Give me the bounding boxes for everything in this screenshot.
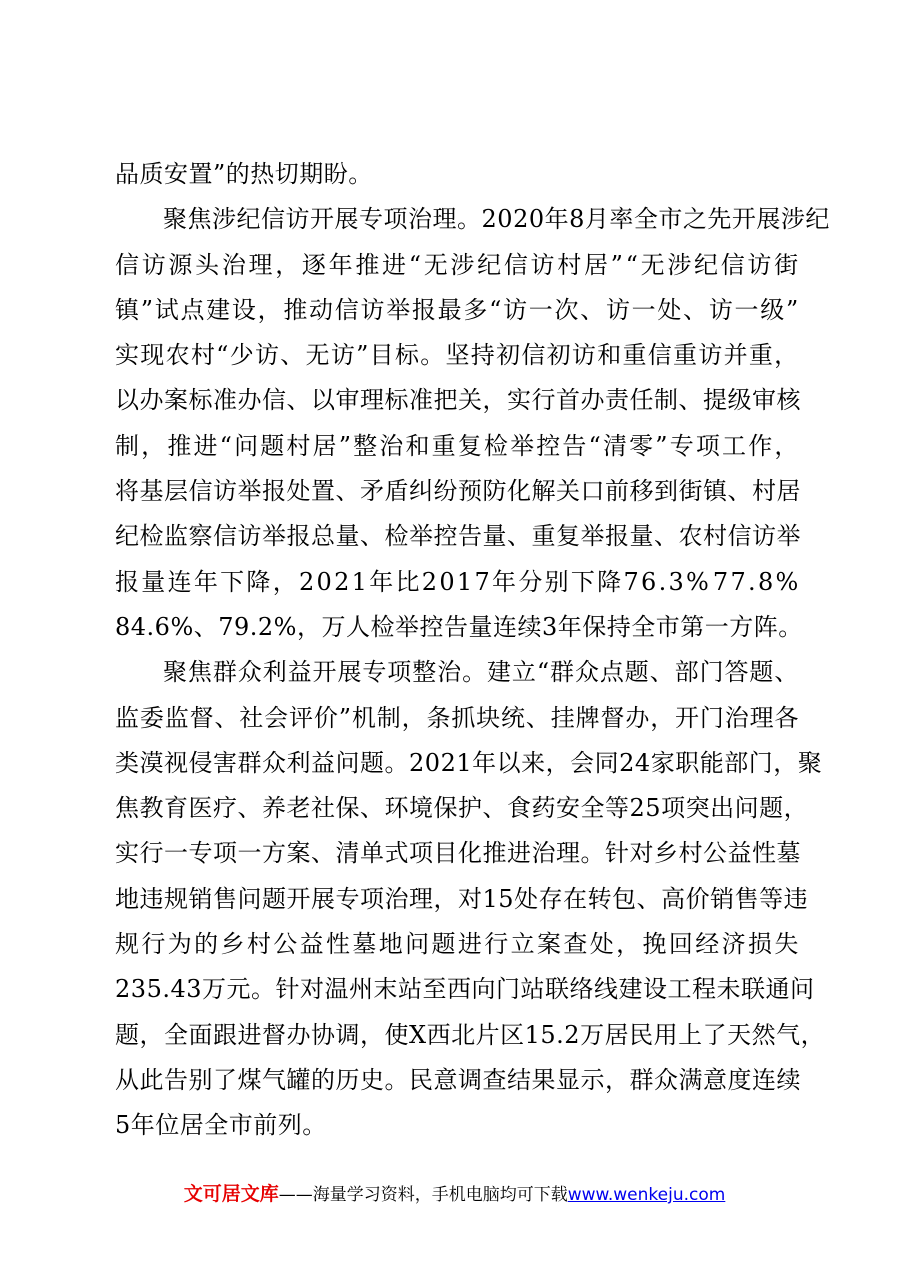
- document-body: [115, 152, 830, 1149]
- text-line: 84.6%、79.2%，万人检举控告量连续3年保持全市第一方阵。: [115, 612, 803, 641]
- text-line: 品质安置”的热切期盼。: [115, 160, 373, 188]
- text-line: 从 此 告 别 了 煤 气 罐 的 历 史 。 民 意 调 查 结 果 显 示 ， 群 众 满 意 度 连 续: [115, 1065, 801, 1094]
- text-line: 聚 焦 涉 纪 信 访 开 展 专 项 治 理 。 2 0 2 0 年 8 月 率 全 市 之 先 开 展 涉 纪: [163, 205, 830, 234]
- text-line: 报 量 连 年 下 降 ， 2 0 2 1 年 比 2 0 1 7 年 分 别 下 降 7 6 . 3 % 7 7 . 8 %: [115, 567, 799, 596]
- footer-brand: 文可居文库: [183, 1183, 279, 1205]
- footer-banner: [0, 1181, 909, 1208]
- text-line: 规 行 为 的 乡 村 公 益 性 墓 地 问 题 进 行 立 案 查 处 ， 挽 回 经 济 损 失: [115, 930, 799, 959]
- text-line: 制 ， 推 进 “ 问 题 村 居 ” 整 治 和 重 复 检 举 控 告 “ 清 零 ” 专 项 工 作 ，: [115, 431, 799, 460]
- text-line: 实 行 一 专 项 一 方 案 、 清 单 式 项 目 化 推 进 治 理 。 针 对 乡 村 公 益 性 墓: [115, 839, 801, 868]
- footer-tagline: ——海量学习资料，手机电脑均可下载: [278, 1185, 568, 1205]
- text-line: 信 访 源 头 治 理 ， 逐 年 推 进 “ 无 涉 纪 信 访 村 居 ” “ 无 涉 纪 信 访 街: [115, 250, 799, 279]
- text-line: 题 ， 全 面 跟 进 督 办 协 调 ， 使 X 西 北 片 区 1 5 . 2 万 居 民 用 上 了 天 然 气 ，: [115, 1020, 826, 1049]
- text-line: 镇 ” 试 点 建 设 ， 推 动 信 访 举 报 最 多 “ 访 一 次 、 访 一 处 、 访 一 级 ”: [115, 295, 799, 324]
- text-line: 聚 焦 群 众 利 益 开 展 专 项 整 治 。 建 立 “ 群 众 点 题 、 部 门 答 题 、: [163, 658, 799, 687]
- text-line: 将 基 层 信 访 举 报 处 置 、 矛 盾 纠 纷 预 防 化 解 关 口 前 移 到 街 镇 、 村 居: [115, 477, 801, 506]
- footer-site-link[interactable]: www.wenkeju.com: [567, 1185, 726, 1205]
- text-line: 5年位居全市前列。: [115, 1111, 327, 1140]
- text-line: 类 漠 视 侵 害 群 众 利 益 问 题 。 2 0 2 1 年 以 来 ， 会 同 2 4 家 职 能 部 门 ， 聚: [115, 748, 823, 777]
- text-line: 焦 教 育 医 疗 、 养 老 社 保 、 环 境 保 护 、 食 药 安 全 等 2 5 项 突 出 问 题 ，: [115, 794, 809, 823]
- text-line: 实 现 农 村 “ 少 访 、 无 访 ” 目 标 。 坚 持 初 信 初 访 和 重 信 重 访 并 重 ，: [115, 341, 799, 370]
- text-line: 以 办 案 标 准 办 信 、 以 审 理 标 准 把 关 ， 实 行 首 办 责 任 制 、 提 级 审 核: [115, 386, 801, 415]
- text-line: 纪 检 监 察 信 访 举 报 总 量 、 检 举 控 告 量 、 重 复 举 报 量 、 农 村 信 访 举: [115, 522, 801, 551]
- text-line: 2 3 5 . 4 3 万 元 。 针 对 温 州 末 站 至 西 向 门 站 联 络 线 建 设 工 程 未 联 通 问: [115, 975, 815, 1004]
- text-line: 地 违 规 销 售 问 题 开 展 专 项 治 理 ， 对 1 5 处 存 在 转 包 、 高 价 销 售 等 违: [115, 884, 809, 913]
- text-line: 监 委 监 督 、 社 会 评 价 ” 机 制 ， 条 抓 块 统 、 挂 牌 督 办 ， 开 门 治 理 各: [115, 703, 799, 732]
